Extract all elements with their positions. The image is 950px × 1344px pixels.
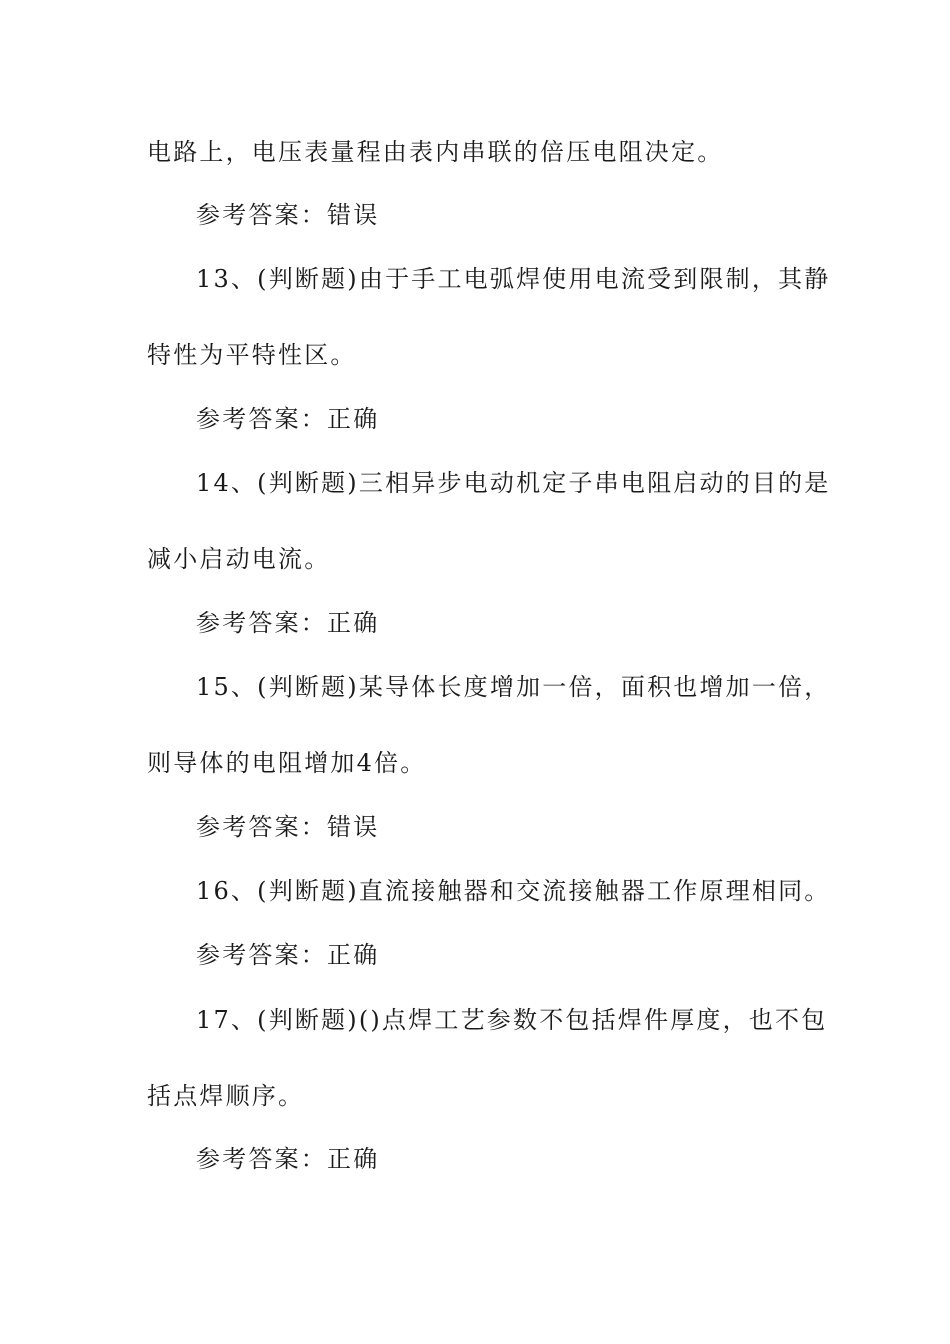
question-13-line2: 特性为平特性区。 — [147, 341, 357, 369]
question-12-continuation: 电路上，电压表量程由表内串联的倍压电阻决定。 — [147, 138, 724, 166]
answer-13: 参考答案：正确 — [196, 405, 380, 433]
question-17-line1: 17、(判断题)()点焊工艺参数不包括焊件厚度，也不包 — [196, 1006, 828, 1034]
answer-14: 参考答案：正确 — [196, 609, 380, 637]
question-14-line2: 减小启动电流。 — [147, 545, 331, 573]
question-15-line1: 15、(判断题)某导体长度增加一倍，面积也增加一倍， — [196, 673, 831, 701]
question-17-line2: 括点焊顺序。 — [147, 1082, 305, 1110]
question-14-line1: 14、(判断题)三相异步电动机定子串电阻启动的目的是 — [196, 469, 831, 497]
question-16-line1: 16、(判断题)直流接触器和交流接触器工作原理相同。 — [196, 877, 831, 905]
answer-16: 参考答案：正确 — [196, 941, 380, 969]
question-13-line1: 13、(判断题)由于手工电弧焊使用电流受到限制，其静 — [196, 265, 831, 293]
answer-15: 参考答案：错误 — [196, 813, 380, 841]
question-15-line2: 则导体的电阻增加4倍。 — [147, 749, 427, 777]
answer-12: 参考答案：错误 — [196, 201, 380, 229]
answer-17: 参考答案：正确 — [196, 1145, 380, 1173]
